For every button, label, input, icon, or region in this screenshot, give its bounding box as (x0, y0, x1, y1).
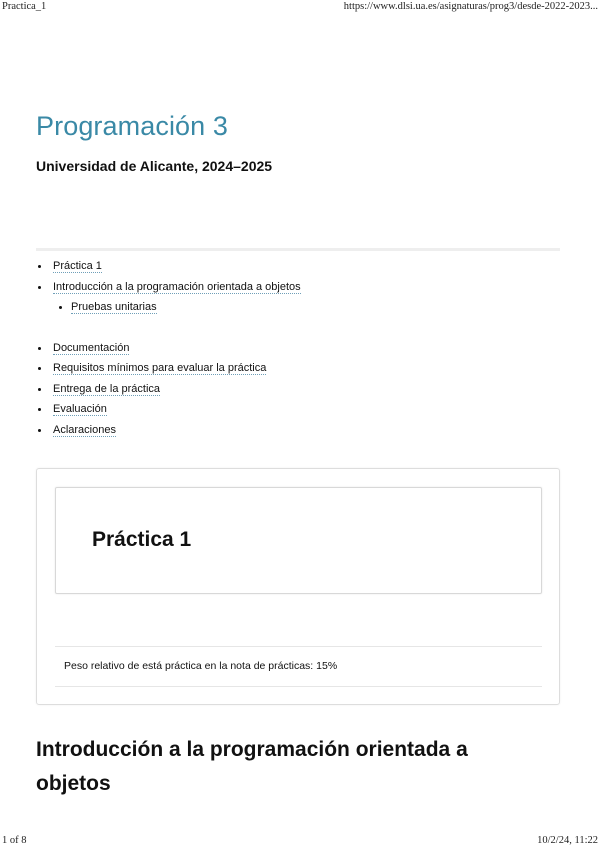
practice-heading: Práctica 1 (92, 528, 192, 551)
toc-item (36, 256, 560, 277)
toc-list-group-2 (36, 338, 560, 441)
toc-link-requisitos-minimos[interactable]: Requisitos mínimos para evaluar la práctica (53, 362, 267, 374)
toc-link-introduccion-poo[interactable]: Introducción a la programación orientada a objetos (53, 280, 301, 293)
toc-link-evaluacion[interactable]: Evaluación (53, 403, 107, 415)
toc-list-group-1 (36, 256, 560, 318)
practice-weight-note (55, 646, 542, 687)
toc-link-documentacion[interactable]: Documentación (53, 341, 130, 354)
document-subtitle: Universidad de Alicante, 2024–2025 (36, 158, 273, 174)
toc-item (36, 420, 560, 441)
toc-sublist (53, 297, 560, 318)
document-title: Programación 3 (36, 111, 228, 141)
print-header-title: Practica_1 (2, 1, 47, 12)
page-counter: 1 of 8 (2, 835, 27, 846)
toc-item (36, 399, 560, 420)
print-header-url: https://www.dlsi.ua.es/asignaturas/prog3/desde-2022-2023... (343, 1, 598, 12)
toc-item (36, 358, 560, 379)
print-timestamp: 10/2/24, 11:22 (537, 835, 598, 846)
print-footer (0, 832, 600, 848)
table-of-contents (36, 248, 560, 440)
practice-card (36, 468, 560, 705)
section-heading: Introducción a la programación orientada a objetos (36, 738, 468, 795)
toc-subitem (53, 297, 560, 318)
toc-item (36, 338, 560, 359)
toc-link-aclaraciones[interactable]: Aclaraciones (53, 423, 116, 436)
toc-link-entrega[interactable]: Entrega de la práctica (53, 382, 161, 395)
toc-link-pruebas-unitarias[interactable]: Pruebas unitarias (71, 301, 157, 313)
practice-weight-text: Peso relativo de está práctica en la nota de prácticas: 15% (64, 660, 338, 672)
print-header (0, 0, 600, 16)
toc-link-practica-1[interactable]: Práctica 1 (53, 260, 102, 272)
toc-item (36, 379, 560, 400)
toc-item (36, 277, 560, 318)
practice-heading-box (55, 487, 542, 594)
